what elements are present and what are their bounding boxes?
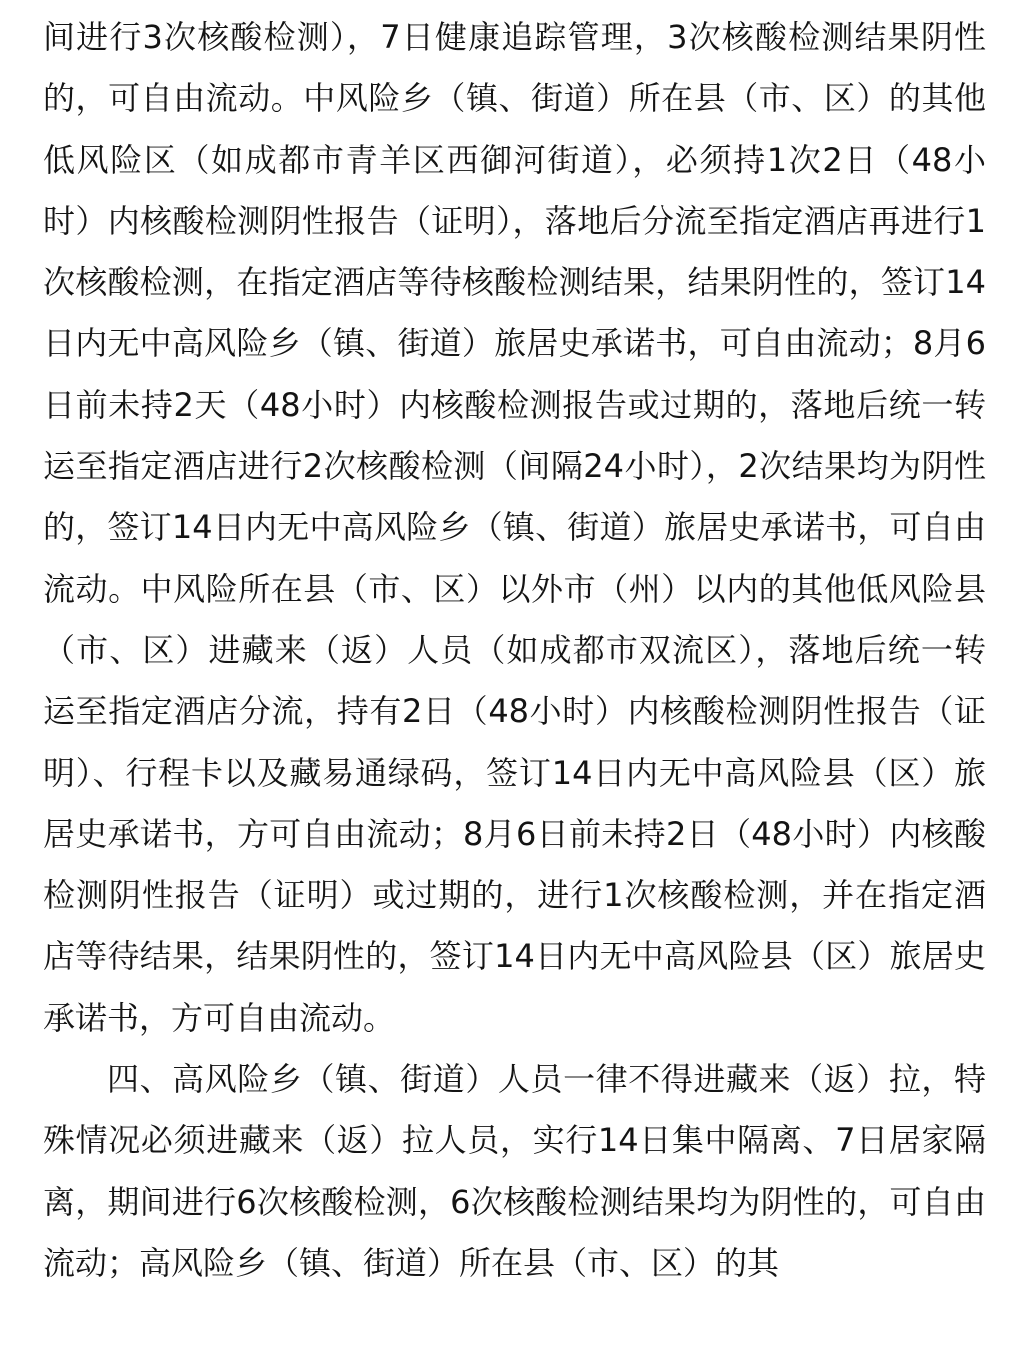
paragraph-section-four: 四、高风险乡（镇、街道）人员一律不得进藏来（返）拉，特殊情况必须进藏来（返）拉人员，实行14日集中隔离、7日居家隔离，期间进行6次核酸检测，6次核酸检测结果均为阴性的，可自由流动；高风险乡（镇、街道）所在县（市、区）的其 bbox=[43, 1060, 986, 1282]
paragraph-continuation: 间进行3次核酸检测），7日健康追踪管理，3次核酸检测结果阴性的，可自由流动。中风险乡（镇、街道）所在县（市、区）的其他低风险区（如成都市青羊区西御河街道），必须持1次2日（48小时）内核酸检测阴性报告（证明），落地后分流至指定酒店再进行1次核酸检测，在指定酒店等待核酸检测结果，结果阴性的，签订14日内无中高风险乡（镇、街道）旅居史承诺书，可自由流动；8月6日前未持2天（48小时）内核酸检测报告或过期的，落地后统一转运至指定酒店进行2次核酸检测（间隔24小时），2次结果均为阴性的，签订14日内无中高风险乡（镇、街道）旅居史承诺书，可自由流动。中风险所在县（市、区）以外市（州）以内的其他低风险县（市、区）进藏来（返）人员（如成都市双流区），落地后统一转运至指定酒店分流，持有2日（48小时）内核酸检测阴性报告（证明）、行程卡以及藏易通绿码，签订14日内无中高风险县（区）旅居史承诺书，方可自由流动；8月6日前未持2日（48小时）内核酸检测阴性报告（证明）或过期的，进行1次核酸检测，并在指定酒店等待结果，结果阴性的，签订14日内无中高风险县（区）旅居史承诺书，方可自由流动。 bbox=[43, 18, 986, 1037]
